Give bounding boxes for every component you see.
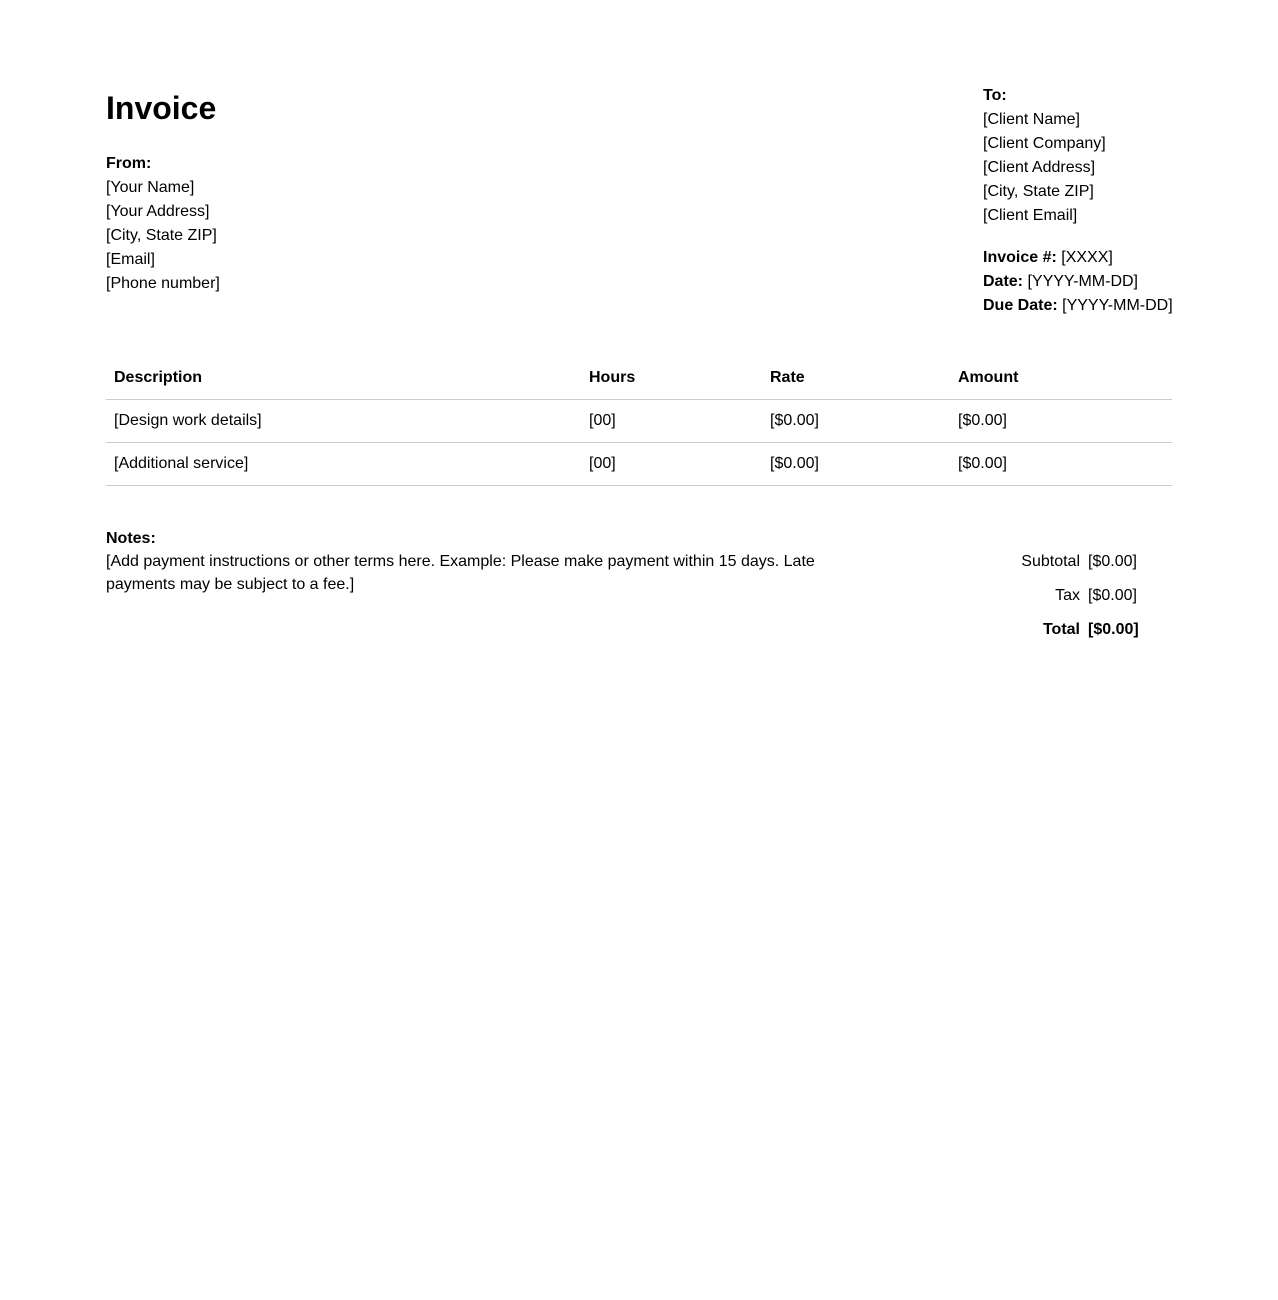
cell-rate: [$0.00] — [762, 400, 950, 443]
subtotal-row — [956, 545, 1172, 579]
cell-amount: [$0.00] — [950, 400, 1172, 443]
invoice-date — [983, 270, 1173, 294]
invoice-date-label: Date: — [983, 273, 1024, 290]
tax-value: [$0.00] — [1088, 587, 1137, 604]
invoice-number — [983, 246, 1173, 270]
cell-description: [Design work details] — [106, 400, 581, 443]
to-label: To: — [983, 87, 1007, 104]
notes-label: Notes: — [106, 530, 156, 547]
total-label: Total — [1042, 621, 1080, 638]
cell-hours: [00] — [581, 443, 762, 486]
client-address: [Client Address] — [983, 159, 1096, 176]
header-description: Description — [106, 357, 581, 400]
subtotal-value: [$0.00] — [1088, 553, 1137, 570]
invoice-meta — [983, 246, 1173, 318]
client-name: [Client Name] — [983, 111, 1080, 128]
notes-block — [106, 527, 826, 596]
line-items-table — [106, 357, 1172, 486]
totals-table — [956, 545, 1172, 647]
to-block — [983, 84, 1106, 228]
from-city: [City, State ZIP] — [106, 227, 217, 244]
invoice-number-label: Invoice #: — [983, 249, 1057, 266]
tax-row — [956, 579, 1172, 613]
from-label: From: — [106, 155, 152, 172]
tax-label: Tax — [1055, 587, 1080, 604]
from-address: [Your Address] — [106, 203, 210, 220]
table-header-row — [106, 357, 1172, 400]
from-phone: [Phone number] — [106, 275, 220, 292]
from-name: [Your Name] — [106, 179, 195, 196]
invoice-due-date — [983, 294, 1173, 318]
due-date-label: Due Date: — [983, 297, 1058, 314]
from-block — [106, 152, 220, 296]
header-rate: Rate — [762, 357, 950, 400]
total-value: [$0.00] — [1088, 621, 1139, 638]
cell-hours: [00] — [581, 400, 762, 443]
total-row — [956, 613, 1172, 647]
page-title: Invoice — [106, 90, 217, 126]
table-row — [106, 443, 1172, 486]
notes-text: [Add payment instructions or other terms here. Example: Please make payment within 15 days. Late payments may be subject to a fee.] — [106, 553, 815, 593]
due-date-value: [YYYY-MM-DD] — [1062, 297, 1173, 314]
header-hours: Hours — [581, 357, 762, 400]
invoice-date-value: [YYYY-MM-DD] — [1027, 273, 1138, 290]
subtotal-label: Subtotal — [1021, 553, 1080, 570]
from-email: [Email] — [106, 251, 155, 268]
table-row — [106, 400, 1172, 443]
cell-amount: [$0.00] — [950, 443, 1172, 486]
client-company: [Client Company] — [983, 135, 1106, 152]
invoice-number-value: [XXXX] — [1061, 249, 1113, 266]
cell-rate: [$0.00] — [762, 443, 950, 486]
client-email: [Client Email] — [983, 207, 1078, 224]
client-city: [City, State ZIP] — [983, 183, 1094, 200]
header-amount: Amount — [950, 357, 1172, 400]
cell-description: [Additional service] — [106, 443, 581, 486]
